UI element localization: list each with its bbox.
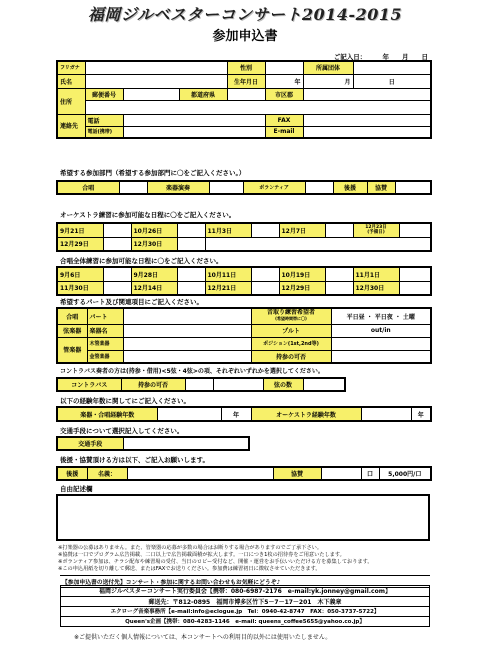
contact-box (60, 585, 430, 627)
affiliation-label: 所属団体 (303, 61, 353, 74)
birth-month[interactable]: 月 (303, 74, 353, 88)
chorus-label: 合唱 (57, 308, 87, 324)
note-1: ※打楽器の公募はありません。また、管楽器の応募が多数の場合はお断りする場合がありますのでご了承下さい。 (58, 545, 323, 551)
sponsor-table (56, 466, 432, 481)
orchestra-years-input[interactable] (361, 407, 411, 421)
joint-date-10: 12月30日 (353, 281, 399, 295)
gender-label: 性別 (227, 61, 265, 74)
instrument-name-input[interactable] (123, 324, 251, 337)
strings-label: 弦楽器 (57, 324, 87, 337)
contact-header: 【参加申込書の送付先】コンサート・参加に関するお問い合わせもお気軽にどうぞ♪ (60, 575, 430, 588)
division-sponsor: 協賛 (367, 181, 395, 194)
joint-date-6-input[interactable] (103, 281, 131, 295)
division-support: 後援 (333, 181, 367, 194)
pult-label: プルト (251, 324, 331, 337)
free-label: 自由記述欄 (60, 485, 93, 493)
affiliation-input[interactable] (353, 61, 431, 74)
division-chorus: 合唱 (57, 181, 119, 194)
division-chorus-input[interactable] (119, 181, 147, 194)
transport-label: 交通手段 (57, 437, 123, 450)
transport-heading: 交通手段について選択記入してください。 (60, 427, 184, 435)
joint-practice-table (56, 266, 432, 296)
personal-info-table (56, 60, 432, 139)
joint-date-5: 11月1日 (353, 267, 399, 281)
fill-date: ご記入日： 年 月 日 (333, 53, 428, 61)
division-instrument: 楽器演奏 (147, 181, 209, 194)
contact-line-4: Queen's企画【携帯：080-4283-1146 e-mail: queens_coffee5655@yahoo.co.jp】 (125, 619, 365, 626)
instrument-years-label: 楽器・合唱経験年数 (57, 407, 157, 421)
part-table (56, 307, 432, 364)
joint-date-3: 10月11日 (205, 267, 251, 281)
joint-date-1-input[interactable] (103, 267, 131, 281)
birth-year[interactable]: 年 (265, 74, 303, 88)
orch-date-4: 12月7日 (279, 223, 325, 237)
joint-date-10-input[interactable] (399, 281, 431, 295)
orch-date-7: 12月30日 (131, 237, 177, 251)
contrabass-heading: コントラバス奏者の方は(持参・借用)<5弦・4弦>の項、それぞれいずれかを選択してください。 (60, 368, 324, 375)
email-input[interactable] (303, 126, 431, 138)
form-subtitle: 参加申込書 (212, 29, 278, 44)
orch-date-3-input[interactable] (251, 223, 279, 237)
contact-label: 連絡先 (57, 114, 85, 138)
pult-inout[interactable]: out/in (331, 324, 431, 337)
joint-date-2-input[interactable] (177, 267, 205, 281)
mobile-label: 電話(携帯) (85, 126, 123, 138)
orch-practice-table (56, 222, 432, 252)
stand-label: 持参の可否 (251, 350, 331, 363)
joint-date-7-input[interactable] (177, 281, 205, 295)
orch-date-5-input[interactable] (399, 223, 431, 237)
division-table (56, 180, 432, 195)
practice-time-label: 音取り練習希望者 (希望時間帯に〇) (251, 308, 331, 324)
instrument-name-label: 楽器名 (87, 324, 123, 337)
joint-date-4-input[interactable] (325, 267, 353, 281)
experience-table (56, 406, 432, 422)
joint-date-2: 9月28日 (131, 267, 177, 281)
brass-label: 金管楽器 (87, 350, 123, 363)
orch-date-5: 12月23日 (予備日) (353, 223, 399, 237)
joint-date-5-input[interactable] (399, 267, 431, 281)
joint-date-8-input[interactable] (251, 281, 279, 295)
privacy-note: ※ご提供いただく個人情報については、本コンサートへの利用目的以外には使用いたしません。 (74, 634, 332, 641)
birthdate-label: 生年月日 (227, 74, 265, 88)
prefecture-label: 都道府県 (179, 88, 227, 100)
stand-input[interactable] (331, 350, 431, 363)
city-label: 市区郡 (265, 88, 303, 100)
fax-label: FAX (265, 114, 303, 126)
instrument-years-input[interactable] (157, 407, 221, 421)
orch-date-6-input[interactable] (103, 237, 131, 251)
division-sponsor-input[interactable] (395, 181, 431, 194)
division-volunteer-input[interactable] (305, 181, 333, 194)
postal-input[interactable] (123, 88, 179, 100)
joint-date-9-input[interactable] (325, 281, 353, 295)
page-title: 福岡ジルベスターコンサート2014-2015 (87, 5, 403, 24)
division-instrument-input[interactable] (209, 181, 243, 194)
joint-date-7: 12月14日 (131, 281, 177, 295)
address-input[interactable] (85, 100, 431, 114)
note-2: ※協賛は一口でプログラム広告掲載、二口以上で広告掲載面積が拡大します。一口につき1枚の招待券をご用意いたします。 (58, 552, 345, 558)
orch-date-2-input[interactable] (177, 223, 205, 237)
note-4: ※この申込用紙を切り離して郵送、またはFAXでお送りください。参加費は練習初日に徴収させていただきます。 (58, 566, 321, 572)
phone-input[interactable] (123, 114, 265, 126)
contrabass-strings-label: 弦の数 (263, 378, 303, 391)
instrument-years-unit: 年 (221, 407, 251, 421)
name-label: 氏名 (57, 74, 85, 88)
part-input[interactable] (123, 308, 251, 324)
mobile-input[interactable] (123, 126, 265, 138)
furigana-input[interactable] (85, 61, 227, 74)
division-heading: 希望する参加部門（希望する参加部門に〇をご記入ください。） (60, 169, 246, 177)
winds-label: 管楽器 (57, 337, 87, 363)
orch-date-6: 12月29日 (57, 237, 103, 251)
contact-line-2: 郵送先：〒812-0895 福岡市博多区竹下5－7－17－201 木下義章 (61, 596, 429, 606)
experience-heading: 以下の経験年数に関してにご記入ください。 (60, 397, 190, 405)
joint-date-1: 9月6日 (57, 267, 103, 281)
sponsor-units-input[interactable] (321, 467, 361, 480)
part-label: パート (87, 308, 123, 324)
email-label: E-mail (265, 126, 303, 138)
sponsor-label: 協賛 (273, 467, 321, 480)
practice-time-options[interactable]: 平日昼 ・ 平日夜 ・ 土曜 (331, 308, 431, 324)
position-input[interactable] (331, 337, 431, 350)
free-text-input[interactable] (56, 494, 430, 541)
joint-date-8: 12月21日 (205, 281, 251, 295)
brass-input[interactable] (123, 350, 251, 363)
address-label: 住所 (57, 88, 85, 114)
support-label: 後援 (57, 467, 87, 480)
contrabass-strings-input[interactable] (303, 378, 345, 391)
orchestra-years-label: オーケストラ経験年数 (251, 407, 361, 421)
woodwind-label: 木管楽器 (87, 337, 123, 350)
woodwind-input[interactable] (123, 337, 251, 350)
orch-date-3: 11月3日 (205, 223, 251, 237)
contrabass-label: コントラバス (57, 378, 121, 391)
orch-date-2: 10月26日 (131, 223, 177, 237)
city-input[interactable] (303, 88, 431, 100)
orch-date-1: 9月21日 (57, 223, 103, 237)
transport-input[interactable] (123, 437, 249, 450)
contact-line-1: 福岡ジルベスターコンサート実行委員会【携帯：080-6987-2176 e-mail:yk.jonney@gmail.com】 (61, 586, 429, 596)
joint-date-6: 11月30日 (57, 281, 103, 295)
contrabass-bring-input[interactable] (185, 378, 213, 391)
fax-input[interactable] (303, 114, 431, 126)
orch-date-1-input[interactable] (103, 223, 131, 237)
orch-practice-heading: オーケストラ練習に参加可能な日程に〇をご記入ください。 (60, 211, 236, 219)
sponsor-amount: 5,000円/口 (379, 467, 431, 480)
division-volunteer: ボランティア (243, 181, 305, 194)
joint-date-9: 12月29日 (279, 281, 325, 295)
orch-date-4-input[interactable] (325, 223, 353, 237)
joint-date-4: 10月19日 (279, 267, 325, 281)
gender-input[interactable] (265, 61, 303, 74)
birth-day[interactable]: 日 (353, 74, 431, 88)
contrabass-table (56, 377, 346, 392)
orch-date-7-input[interactable] (177, 237, 205, 251)
support-name-input[interactable] (127, 467, 273, 480)
prefecture-input[interactable] (227, 88, 265, 100)
sponsor-unit: 口 (361, 467, 379, 480)
postal-label: 郵便番号 (85, 88, 123, 100)
phone-label: 電話 (85, 114, 123, 126)
orchestra-years-unit: 年 (411, 407, 431, 421)
transport-table (56, 436, 250, 451)
notes (58, 545, 373, 573)
note-3: ※ボランティア参加は、チラシ配布や練習場の受付、当日のロビー受付など、開催・運営をお手伝いいただける方を募集しております。 (58, 559, 373, 565)
support-name-label: 名義： (87, 467, 127, 480)
contact-line-3: エクローグ音楽事務所【e-mail:info@eclogue.jp Tel：0940-42-8747 FAX：050-3737-5722】 (61, 606, 429, 616)
sponsor-heading: 後援・協賛頂ける方は以下、ご記入お願いします。 (60, 456, 209, 464)
furigana-label: フリガナ (57, 61, 85, 74)
part-heading: 希望するパート及び関連項目にご記入ください。 (60, 298, 203, 306)
joint-date-3-input[interactable] (251, 267, 279, 281)
contrabass-bring-label: 持参の可否 (121, 378, 185, 391)
name-input[interactable] (85, 74, 227, 88)
position-label: ポジション(1st,2nd等) (251, 337, 331, 350)
joint-practice-heading: 合唱全体練習に参加可能な日程に〇をご記入ください。 (60, 257, 223, 265)
